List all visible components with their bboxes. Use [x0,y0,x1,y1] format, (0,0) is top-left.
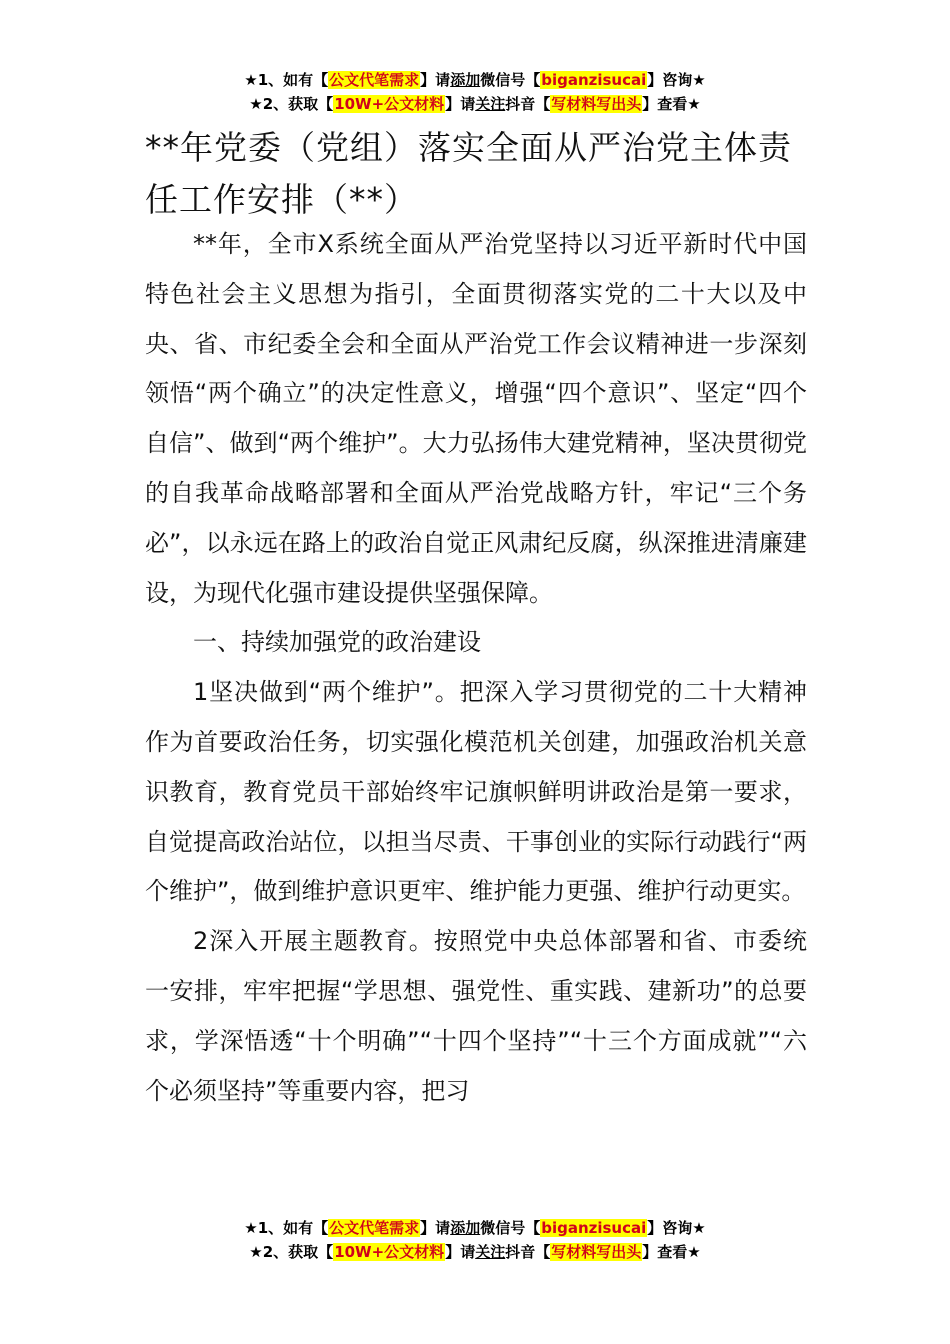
document-body [145,220,807,1116]
banner-underlined: 添加 [450,1219,481,1237]
paragraph-item-1: 1坚决做到“两个维护”。把深入学习贯彻党的二十大精神作为首要政治任务，切实强化模范机关创建，加强政治机关意识教育，教育党员干部始终牢记旗帜鲜明讲政治是第一要求，自觉提高政治站位，以担当尽责、干事创业的实际行动践行“两个维护”，做到维护意识更牢、维护能力更强、维护行动更实。 [145,678,807,906]
banner-text: 】请 [445,1243,476,1261]
banner-text: 】请 [445,95,476,113]
banner-highlight: biganzisucai [541,1219,647,1237]
banner-text: 微信号【 [480,71,541,89]
banner-text: 】咨询★ [647,71,706,89]
banner-line-1 [0,68,950,92]
banner-underlined: 关注 [475,1243,506,1261]
document-title: **年党委（党组）落实全面从严治党主体责任工作安排（**） [145,128,792,219]
banner-highlight: biganzisucai [541,71,647,89]
paragraph-item-2: 2深入开展主题教育。按照党中央总体部署和省、市委统一安排，牢牢把握“学思想、强党性、重实践、建新功”的总要求，学深悟透“十个明确”“十四个坚持”“十三个方面成就”“六个必须坚持”等重要内容，把习 [145,927,807,1105]
banner-underlined: 添加 [450,71,481,89]
banner-highlight: 公文代笔需求 [329,71,420,89]
banner-text: 】请 [420,1219,451,1237]
banner-line-1 [0,1216,950,1240]
banner-highlight: 写材料写出头 [551,95,642,113]
banner-text: 抖音【 [505,95,551,113]
banner-underlined: 关注 [475,95,506,113]
banner-text: ★1、如有【 [244,71,329,89]
banner-text: 】请 [420,71,451,89]
banner-text: ★2、获取【 [249,1243,334,1261]
banner-highlight: 10W+公文材料 [334,95,445,113]
banner-text: 微信号【 [480,1219,541,1237]
header-banner [0,68,950,116]
paragraph-intro: **年，全市X系统全面从严治党坚持以习近平新时代中国特色社会主义思想为指引，全面贯彻落实党的二十大以及中央、省、市纪委全会和全面从严治党工作会议精神进一步深刻领悟“两个确立”的决定性意义，增强“四个意识”、坚定“四个自信”、做到“两个维护”。大力弘扬伟大建党精神，坚决贯彻党的自我革命战略部署和全面从严治党战略方针，牢记“三个务必”，以永远在路上的政治自觉正风肃纪反腐，纵深推进清廉建设，为现代化强市建设提供坚强保障。 [145,230,807,607]
banner-highlight: 10W+公文材料 [334,1243,445,1261]
banner-text: ★1、如有【 [244,1219,329,1237]
banner-text: 】查看★ [642,1243,701,1261]
banner-text: 抖音【 [505,1243,551,1261]
footer-banner [0,1216,950,1264]
banner-highlight: 写材料写出头 [551,1243,642,1261]
banner-line-2 [0,1240,950,1264]
banner-text: 】查看★ [642,95,701,113]
banner-text: 】咨询★ [647,1219,706,1237]
banner-highlight: 公文代笔需求 [329,1219,420,1237]
banner-text: ★2、获取【 [249,95,334,113]
banner-line-2 [0,92,950,116]
section-heading: 一、持续加强党的政治建设 [193,628,481,657]
